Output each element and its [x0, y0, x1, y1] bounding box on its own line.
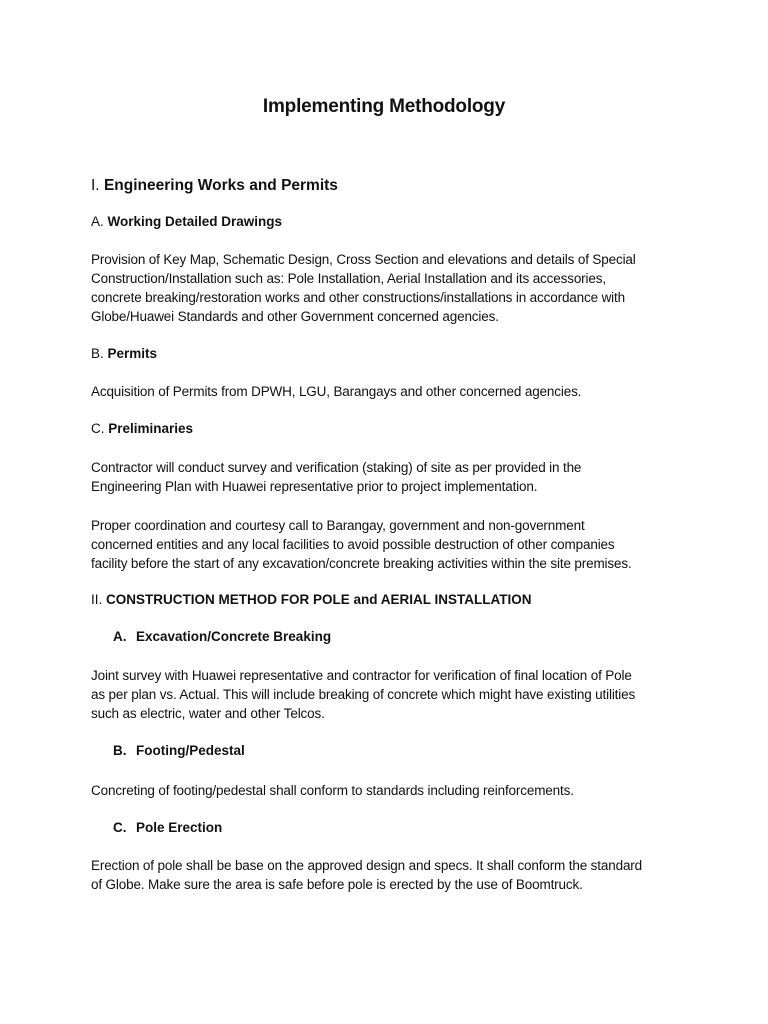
section-1b-heading	[91, 346, 157, 361]
paragraph-line: such as electric, water and other Telcos.	[91, 706, 325, 721]
section-1a-letter: A.	[91, 214, 104, 229]
section-1c-letter: C.	[91, 421, 105, 436]
section-2-title: CONSTRUCTION METHOD FOR POLE and AERIAL INSTALLATION	[106, 592, 532, 607]
section-2a-title: Excavation/Concrete Breaking	[136, 629, 332, 644]
paragraph-line: Proper coordination and courtesy call to Barangay, government and non-government	[91, 518, 585, 533]
section-1b-letter: B.	[91, 346, 104, 361]
paragraph-line: Construction/Installation such as: Pole Installation, Aerial Installation and its accessories,	[91, 271, 606, 286]
paragraph-line: of Globe. Make sure the area is safe before pole is erected by the use of Boomtruck.	[91, 877, 583, 892]
paragraph-line: Globe/Huawei Standards and other Government concerned agencies.	[91, 309, 499, 324]
paragraph-line: concrete breaking/restoration works and other constructions/installations in accordance with	[91, 290, 625, 305]
paragraph-line: facility before the start of any excavation/concrete breaking activities within the site premises.	[91, 556, 632, 571]
paragraph-line: Contractor will conduct survey and verification (staking) of site as per provided in the	[91, 460, 582, 475]
section-2c-heading	[113, 820, 222, 835]
section-2b-paragraph	[91, 781, 683, 800]
paragraph-line: Erection of pole shall be base on the approved design and specs. It shall conform the standard	[91, 858, 643, 873]
section-1-numeral: I.	[91, 177, 100, 194]
section-2a-letter: A.	[113, 629, 127, 644]
paragraph-line: Joint survey with Huawei representative and contractor for verification of final location of Pole	[91, 668, 632, 683]
section-1b-title: Permits	[107, 346, 158, 361]
section-1a-heading	[91, 214, 282, 229]
section-2b-title: Footing/Pedestal	[136, 743, 245, 758]
section-2c-paragraph	[91, 856, 683, 894]
section-2c-letter: C.	[113, 820, 127, 835]
section-2b-heading	[113, 743, 245, 758]
paragraph-line: Concreting of footing/pedestal shall conform to standards including reinforcements.	[91, 783, 574, 798]
section-1b-paragraph	[91, 382, 683, 401]
section-2c-title: Pole Erection	[136, 820, 223, 835]
paragraph-line: as per plan vs. Actual. This will include breaking of concrete which might have existing utilities	[91, 687, 636, 702]
section-2-heading	[91, 592, 532, 607]
paragraph-line: Acquisition of Permits from DPWH, LGU, Barangays and other concerned agencies.	[91, 384, 582, 399]
section-1a-paragraph	[91, 250, 683, 326]
section-1-title: Engineering Works and Permits	[103, 177, 338, 194]
section-2a-paragraph	[91, 666, 683, 723]
section-1a-title: Working Detailed Drawings	[107, 214, 283, 229]
paragraph-line: Provision of Key Map, Schematic Design, Cross Section and elevations and details of Special	[91, 252, 636, 267]
section-1c-heading	[91, 421, 193, 436]
document-title: Implementing Methodology	[262, 96, 506, 117]
section-1-heading	[91, 177, 338, 195]
paragraph-line: Engineering Plan with Huawei representative prior to project implementation.	[91, 479, 538, 494]
section-1c-title: Preliminaries	[108, 421, 194, 436]
section-2-numeral: II.	[91, 592, 103, 607]
section-1c-paragraph-2	[91, 516, 683, 573]
section-1c-paragraph-1	[91, 458, 683, 496]
paragraph-line: concerned entities and any local facilities to avoid possible destruction of other companies	[91, 537, 615, 552]
section-2b-letter: B.	[113, 743, 127, 758]
section-2a-heading	[113, 629, 331, 644]
